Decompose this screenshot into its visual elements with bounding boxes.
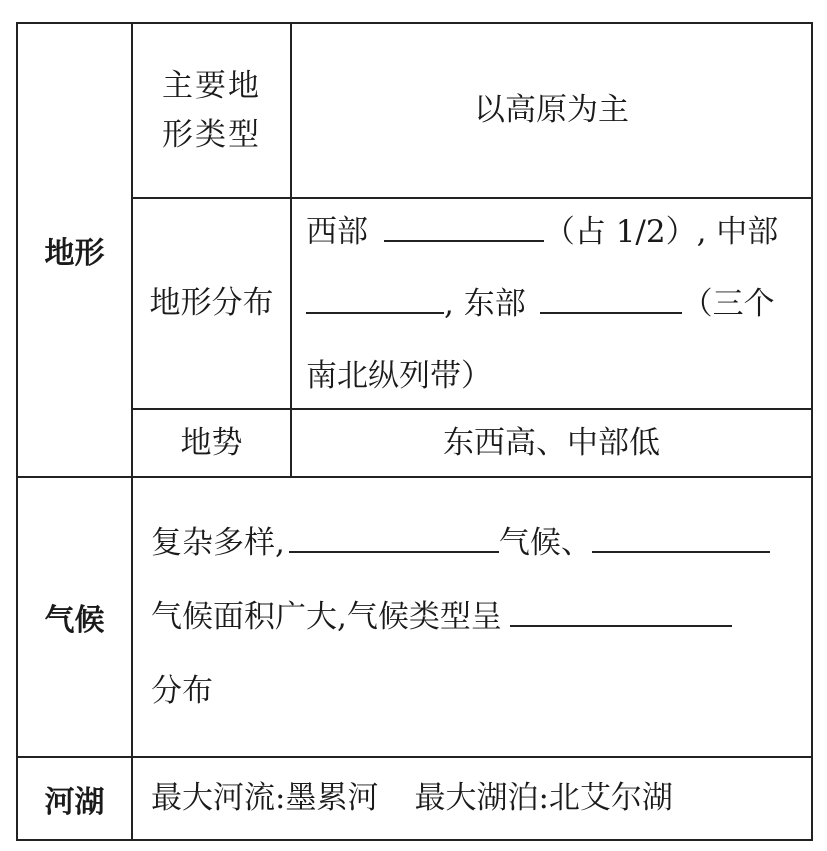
distribution-east-note-start: （三个 [681,285,775,322]
distribution-paragraph [306,196,778,412]
topography-label: 地形 [44,236,105,271]
climate-part4: 分布 [151,673,213,709]
climate-part1: 复杂多样, [151,525,285,561]
main-type-value: 以高原为主 [474,92,629,129]
rivers-river: 最大河流:墨累河 [151,780,379,817]
table-border-right [811,22,813,841]
main-type-label-text: 主要地形类型 [162,68,261,153]
distribution-west-note: （占 1/2）, 中部 [543,213,779,250]
climate-part2: 气候、 [498,525,592,561]
blank-west [384,212,544,242]
distribution-east-prefix: , 东部 [444,285,526,322]
climate-part3: 气候面积广大,气候类型呈 [151,599,502,635]
distribution-west: 西部 [306,213,368,250]
blank-climate-1 [289,523,499,553]
climate-paragraph [151,506,770,728]
climate-content [133,478,811,756]
distribution-content [292,199,811,408]
rivers-label: 河湖 [44,784,105,820]
blank-climate-2 [592,523,770,553]
rivers-content [133,758,811,839]
climate-label: 气候 [44,603,105,638]
terrain-value: 东西高、中部低 [443,424,660,461]
blank-central [306,284,444,314]
terrain-label: 地势 [180,424,243,461]
distribution-label: 地形分布 [149,285,274,322]
blank-climate-3 [510,597,732,627]
main-type-label [133,24,290,197]
rivers-lake: 最大湖泊:北艾尔湖 [414,780,673,817]
table-border-bottom [16,839,813,841]
blank-east [540,284,682,314]
distribution-east-note-end: 南北纵列带） [306,357,492,394]
